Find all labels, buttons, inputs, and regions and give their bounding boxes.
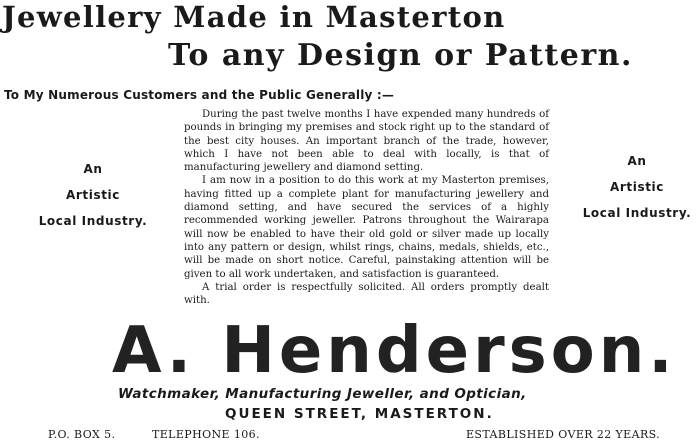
side-right-line-2: Artistic bbox=[610, 180, 664, 194]
side-left-line-1: An bbox=[83, 162, 103, 176]
side-right-line-3: Local Industry. bbox=[582, 206, 692, 220]
proprietor-name: A. Henderson. bbox=[112, 314, 677, 388]
headline-line-1: Jewellery Made in Masterton bbox=[2, 0, 506, 34]
body-paragraph-2: I am now in a position to do this work at my Masterton premises, having fitted up a complete plant for manufacturing jewellery and diamond setting, and have secured the services of a highly recommended working jeweller. Patrons throughout the Wairarapa will now be enabled to have their old gold or silver made up locally into any pattern or design, whilst rings, chains, medals, shields, etc., will be made on short notice. Careful, painstaking attention will be given to all work undertaken, and satisfaction is guaranteed. bbox=[184, 175, 549, 280]
proprietor-trade: Watchmaker, Manufacturing Jeweller, and Optician, bbox=[118, 386, 527, 402]
body-text bbox=[184, 108, 549, 307]
body-paragraph-1: During the past twelve months I have expended many hundreds of pounds in bringing my premises and stock right up to the standard of the best city houses. An important branch of the trade, however, which I have not been able to deal with locally, is that of manufacturing jewellery and diamond setting. bbox=[184, 109, 549, 174]
footer-telephone: TELEPHONE 106. bbox=[152, 428, 260, 441]
salutation: To My Numerous Customers and the Public Generally :— bbox=[4, 88, 395, 102]
body-paragraph-3: A trial order is respectfully solicited. All orders promptly dealt with. bbox=[184, 281, 549, 307]
side-left-line-3: Local Industry. bbox=[38, 214, 148, 228]
side-panel-right bbox=[562, 148, 700, 226]
proprietor-address: QUEEN STREET, MASTERTON. bbox=[225, 406, 494, 422]
side-panel-left bbox=[18, 156, 168, 234]
side-left-line-2: Artistic bbox=[66, 188, 120, 202]
footer-po-box: P.O. BOX 5. bbox=[48, 428, 116, 441]
footer-established: ESTABLISHED OVER 22 YEARS. bbox=[466, 428, 661, 441]
side-right-line-1: An bbox=[627, 154, 647, 168]
headline-line-2: To any Design or Pattern. bbox=[168, 38, 633, 73]
